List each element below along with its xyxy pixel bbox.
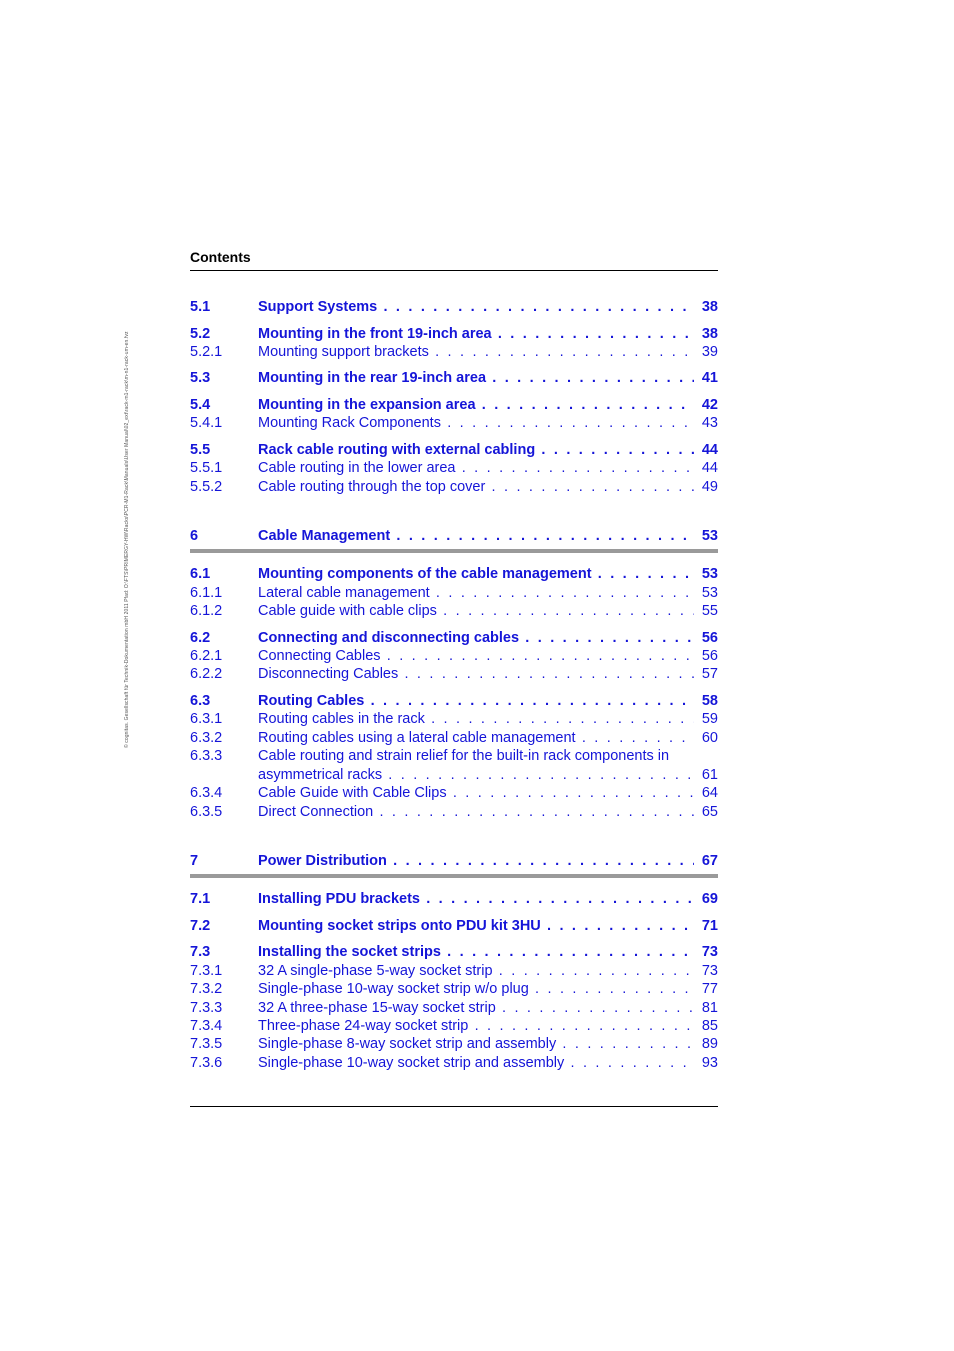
toc-page: 57 — [701, 666, 718, 682]
toc-entry-7-3-1[interactable] — [190, 962, 718, 980]
toc-number: 6.3.2 — [190, 730, 223, 746]
toc-number: 6.3.3 — [190, 748, 223, 764]
toc-page: 39 — [701, 344, 718, 360]
toc-number: 5.5 — [190, 442, 211, 458]
toc-title: 32 A single-phase 5-way socket strip . . . — [258, 962, 694, 980]
toc-page: 85 — [701, 1018, 718, 1034]
toc-number: 7.3.5 — [190, 1036, 223, 1052]
toc-title: Power Distribution . . . — [258, 852, 694, 870]
toc-entry-5-2[interactable] — [190, 325, 718, 343]
toc-entry-6-2-2[interactable] — [190, 665, 718, 683]
toc-number: 5.2.1 — [190, 344, 223, 360]
toc-number: 6.3.5 — [190, 804, 223, 820]
toc-title: Single-phase 8-way socket strip and assembly . . . — [258, 1035, 694, 1053]
header-rule — [190, 270, 718, 271]
toc-entry-5-4-1[interactable] — [190, 414, 718, 432]
toc-entry-7-3[interactable] — [190, 943, 718, 961]
chapter-7-rule — [190, 874, 718, 878]
toc-page: 53 — [701, 585, 718, 601]
toc-title: Connecting and disconnecting cables . . . — [258, 629, 694, 647]
toc-page: 65 — [701, 804, 718, 820]
toc-number: 7.3.1 — [190, 963, 223, 979]
toc-number: 6.1.2 — [190, 603, 223, 619]
toc-entry-7-3-4[interactable] — [190, 1017, 718, 1035]
toc-entry-6-3[interactable] — [190, 692, 718, 710]
toc-entry-7-3-5[interactable] — [190, 1035, 718, 1053]
toc-entry-6-3-1[interactable] — [190, 710, 718, 728]
toc-entry-6-3-5[interactable] — [190, 803, 718, 821]
toc-title: Disconnecting Cables . . . — [258, 665, 694, 683]
toc-page: 81 — [701, 1000, 718, 1016]
toc-title: asymmetrical racks . . . — [258, 766, 694, 784]
toc-number: 6.2 — [190, 630, 211, 646]
toc-entry-7-2[interactable] — [190, 917, 718, 935]
toc-page: 49 — [701, 479, 718, 495]
toc-entry-7-1[interactable] — [190, 890, 718, 908]
page-header-title: Contents — [190, 249, 251, 265]
toc-title: Three-phase 24-way socket strip . . . — [258, 1017, 694, 1035]
toc-entry-6-3-4[interactable] — [190, 784, 718, 802]
toc-page: 38 — [701, 299, 718, 315]
toc-title: Cable guide with cable clips . . . — [258, 602, 694, 620]
toc-title: Routing cables in the rack . . . — [258, 710, 694, 728]
toc-number: 6.3.1 — [190, 711, 223, 727]
toc-page: 77 — [701, 981, 718, 997]
toc-title: Single-phase 10-way socket strip and assembly . . . — [258, 1054, 694, 1072]
toc-entry-7-3-6[interactable] — [190, 1054, 718, 1072]
toc-entry-6[interactable] — [190, 527, 718, 545]
toc-page: 59 — [701, 711, 718, 727]
toc-number: 5.1 — [190, 299, 211, 315]
side-margin-note: © cognitas. Gesellschaft für Technik-Dokumentation mbH 2011 Pfad: O:\FTS\PRIMERGY-HW\Racks\PCR-M1-Rack\Manuals\User Manual\02_ext\rack-m1-rack\m-n1-rack-um-en.fvz — [124, 331, 130, 748]
toc-page: 53 — [701, 566, 718, 582]
toc-number: 7.1 — [190, 891, 211, 907]
toc-title: 32 A three-phase 15-way socket strip . . . — [258, 999, 694, 1017]
toc-entry-7-3-2[interactable] — [190, 980, 718, 998]
toc-number: 7.3.2 — [190, 981, 223, 997]
toc-number: 6.1 — [190, 566, 211, 582]
toc-title: Mounting in the rear 19-inch area . . . — [258, 369, 694, 387]
toc-page: 73 — [701, 944, 718, 960]
toc-page: 60 — [701, 730, 718, 746]
toc-title: Cable routing through the top cover . . . — [258, 478, 694, 496]
toc-page: 89 — [701, 1036, 718, 1052]
toc-entry-6-1[interactable] — [190, 565, 718, 583]
toc-page: 71 — [701, 918, 718, 934]
toc-entry-5-3[interactable] — [190, 369, 718, 387]
toc-title: Lateral cable management . . . — [258, 584, 694, 602]
toc-entry-6-2-1[interactable] — [190, 647, 718, 665]
toc-page: 93 — [701, 1055, 718, 1071]
toc-number: 6 — [190, 528, 199, 544]
toc-page: 69 — [701, 891, 718, 907]
toc-number: 5.4 — [190, 397, 211, 413]
toc-title: Direct Connection . . . — [258, 803, 694, 821]
toc-page: 58 — [701, 693, 718, 709]
toc-page: 56 — [701, 630, 718, 646]
toc-number: 5.5.1 — [190, 460, 223, 476]
footer-rule — [190, 1106, 718, 1107]
toc-number: 7 — [190, 853, 199, 869]
toc-title: Support Systems . . . — [258, 298, 694, 316]
toc-entry-6-3-3[interactable] — [190, 747, 718, 765]
toc-title: Routing Cables . . . — [258, 692, 694, 710]
toc-title: Single-phase 10-way socket strip w/o plug . . . — [258, 980, 694, 998]
toc-entry-6-2[interactable] — [190, 629, 718, 647]
toc-entry-6-1-2[interactable] — [190, 602, 718, 620]
toc-page: 41 — [701, 370, 718, 386]
toc-number: 5.4.1 — [190, 415, 223, 431]
toc-title: Installing PDU brackets . . . — [258, 890, 694, 908]
toc-number: 5.5.2 — [190, 479, 223, 495]
toc-entry-5-5-2[interactable] — [190, 478, 718, 496]
toc-title: Routing cables using a lateral cable management . . . — [258, 729, 694, 747]
toc-entry-6-3-3-cont[interactable] — [190, 766, 718, 784]
toc-title: Mounting components of the cable management . . . — [258, 565, 694, 583]
toc-number: 6.2.2 — [190, 666, 223, 682]
toc-number: 5.2 — [190, 326, 211, 342]
toc-title: Cable routing in the lower area . . . — [258, 459, 694, 477]
toc-page: 38 — [701, 326, 718, 342]
toc-page: 53 — [701, 528, 718, 544]
toc-page: 55 — [701, 603, 718, 619]
toc-page: 44 — [701, 442, 718, 458]
toc-page: 64 — [701, 785, 718, 801]
toc-entry-7[interactable] — [190, 852, 718, 870]
toc-page: 67 — [701, 853, 718, 869]
toc-title: Mounting Rack Components . . . — [258, 414, 694, 432]
toc-entry-5-5-1[interactable] — [190, 459, 718, 477]
toc-number: 6.2.1 — [190, 648, 223, 664]
toc-number: 7.3 — [190, 944, 211, 960]
toc-number: 7.2 — [190, 918, 211, 934]
toc-number: 5.3 — [190, 370, 211, 386]
toc-page: 44 — [701, 460, 718, 476]
toc-page: 43 — [701, 415, 718, 431]
toc-entry-6-1-1[interactable] — [190, 584, 718, 602]
toc-number: 6.3 — [190, 693, 211, 709]
toc-entry-5-1[interactable] — [190, 298, 718, 316]
toc-number: 6.1.1 — [190, 585, 223, 601]
toc-number: 7.3.6 — [190, 1055, 223, 1071]
toc-entry-5-2-1[interactable] — [190, 343, 718, 361]
toc-title: Cable routing and strain relief for the built-in rack components in — [258, 748, 670, 764]
chapter-6-rule — [190, 549, 718, 553]
toc-title: Cable Guide with Cable Clips . . . — [258, 784, 694, 802]
toc-number: 7.3.3 — [190, 1000, 223, 1016]
toc-title: Mounting socket strips onto PDU kit 3HU . . . — [258, 917, 694, 935]
toc-title: Rack cable routing with external cabling . . . — [258, 441, 694, 459]
toc-title: Cable Management . . . — [258, 527, 694, 545]
toc-page: 73 — [701, 963, 718, 979]
toc-number: 7.3.4 — [190, 1018, 223, 1034]
toc-title: Mounting in the expansion area . . . — [258, 396, 694, 414]
toc-title: Mounting in the front 19-inch area . . . — [258, 325, 694, 343]
toc-entry-6-3-2[interactable] — [190, 729, 718, 747]
toc-number: 6.3.4 — [190, 785, 223, 801]
toc-title: Mounting support brackets . . . — [258, 343, 694, 361]
toc-entry-7-3-3[interactable] — [190, 999, 718, 1017]
toc-page: 56 — [701, 648, 718, 664]
toc-title: Installing the socket strips . . . — [258, 943, 694, 961]
toc-page: 42 — [701, 397, 718, 413]
toc-title: Connecting Cables . . . — [258, 647, 694, 665]
toc-entry-5-4[interactable] — [190, 396, 718, 414]
toc-page: 61 — [701, 767, 718, 783]
toc-entry-5-5[interactable] — [190, 441, 718, 459]
